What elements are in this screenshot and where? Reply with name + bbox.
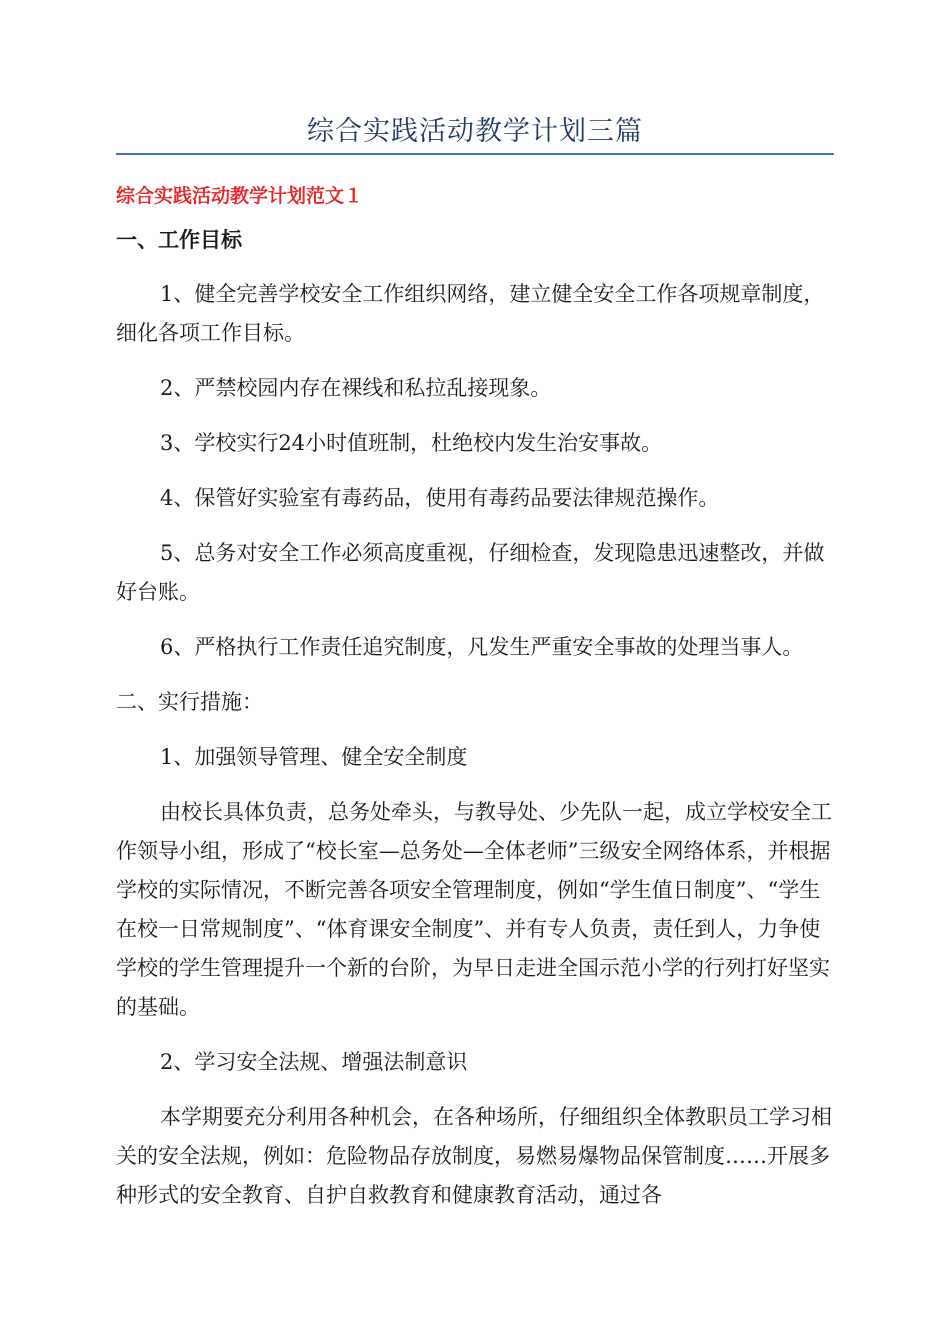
goal-item: 2、严禁校园内存在裸线和私拉乱接现象。 [160, 376, 552, 400]
measure2-heading: 2、学习安全法规、增强法制意识 [160, 1050, 468, 1074]
measure1-heading: 1、加强领导管理、健全安全制度 [160, 745, 468, 769]
goal-item: 4、保管好实验室有毒药品，使用有毒药品要法律规范操作。 [160, 486, 720, 510]
goal-item: 5、总务对安全工作必须高度重视，仔细检查，发现隐患迅速整改，并做好台账。 [116, 541, 825, 604]
part2-heading: 二、实行措施： [116, 690, 263, 714]
section-heading: 综合实践活动教学计划范文１ [116, 185, 364, 207]
measure2-paragraph: 本学期要充分利用各种机会，在各种场所，仔细组织全体教职员工学习相关的安全法规，例如：危险物品存放制度，易燃易爆物品保管制度……开展多种形式的安全教育、自护自救教育和健康教育活动，通过各 [116, 1105, 832, 1207]
measure1-paragraph: 由校长具体负责，总务处牵头，与教导处、少先队一起，成立学校安全工作领导小组，形成了“校长室—总务处—全体老师”三级安全网络体系，并根据学校的实际情况，不断完善各项安全管理制度，例如“学生值日制度”、“学生在校一日常规制度”、“体育课安全制度”、并有专人负责，责任到人，力争使学校的学生管理提升一个新的台阶，为早日走进全国示范小学的行列打好坚实的基础。 [116, 800, 832, 1019]
document-title: 综合实践活动教学计划三篇 [307, 116, 643, 147]
part1-heading: 一、工作目标 [116, 227, 242, 252]
title-underline [116, 153, 834, 155]
document-body [116, 220, 836, 1231]
goal-item: 6、严格执行工作责任追究制度，凡发生严重安全事故的处理当事人。 [160, 635, 804, 659]
goal-item: 3、学校实行24小时值班制，杜绝校内发生治安事故。 [160, 431, 663, 455]
goal-item: 1、健全完善学校安全工作组织网络，建立健全安全工作各项规章制度，细化各项工作目标。 [116, 282, 825, 345]
